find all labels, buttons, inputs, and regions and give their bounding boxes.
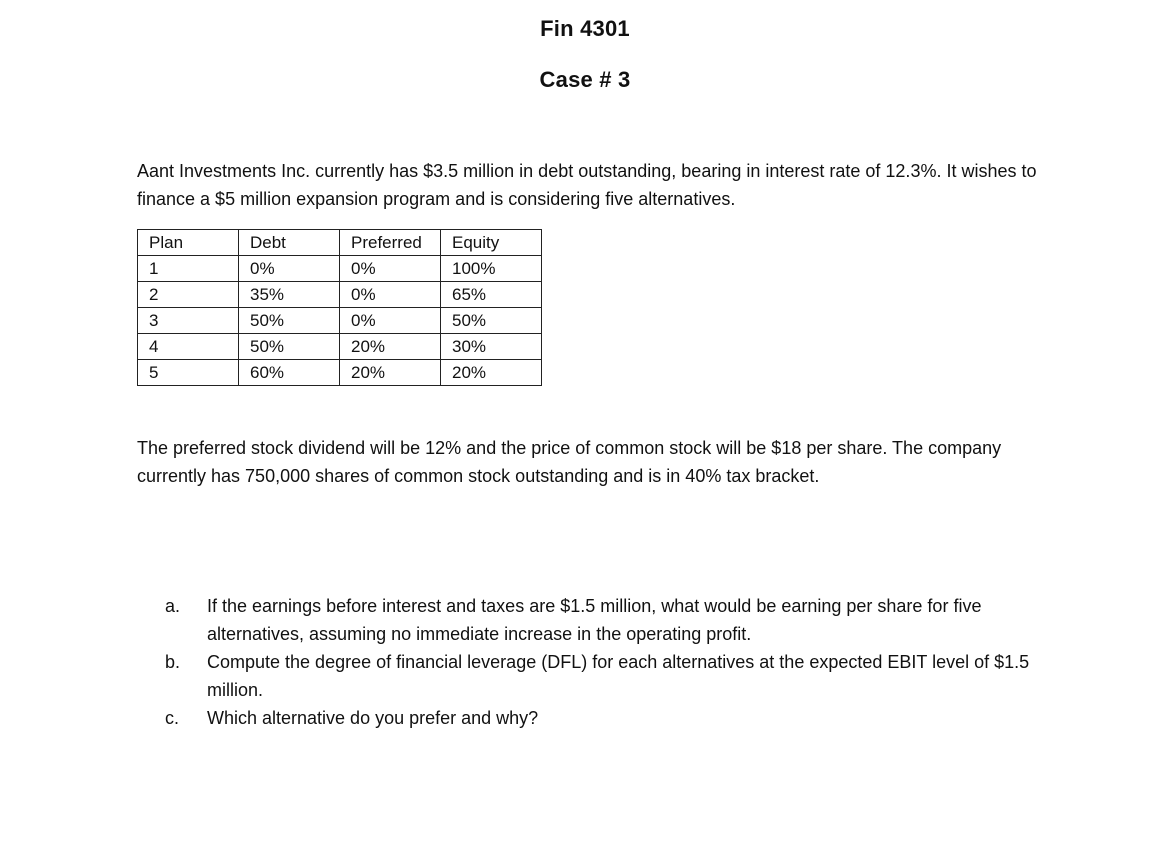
cell-plan: 4 [138, 334, 239, 360]
cell-debt: 35% [239, 282, 340, 308]
question-letter: a. [165, 596, 181, 616]
course-title: Fin 4301 [540, 16, 630, 41]
question-text: Which alternative do you prefer and why? [207, 708, 539, 728]
header-debt: Debt [239, 230, 340, 256]
cell-equity: 100% [441, 256, 542, 282]
question-c [165, 704, 1045, 732]
cell-debt: 50% [239, 308, 340, 334]
table-row [138, 308, 542, 334]
cell-preferred: 0% [340, 308, 441, 334]
table-row [138, 282, 542, 308]
cell-debt: 60% [239, 360, 340, 386]
cell-equity: 50% [441, 308, 542, 334]
cell-plan: 1 [138, 256, 239, 282]
cell-plan: 3 [138, 308, 239, 334]
header-equity: Equity [441, 230, 542, 256]
header-preferred: Preferred [340, 230, 441, 256]
cell-equity: 30% [441, 334, 542, 360]
intro-paragraph: Aant Investments Inc. currently has $3.5 million in debt outstanding, bearing in interest rate of 12.3%. It wishes to finance a $5 million expansion program and is considering five alternatives. [137, 161, 1037, 209]
case-title: Case # 3 [539, 67, 631, 92]
header-plan: Plan [138, 230, 239, 256]
table-header-row [138, 230, 542, 256]
question-a [165, 592, 1045, 648]
cell-equity: 20% [441, 360, 542, 386]
cell-debt: 50% [239, 334, 340, 360]
table-row [138, 360, 542, 386]
cell-debt: 0% [239, 256, 340, 282]
cell-preferred: 20% [340, 334, 441, 360]
table-row [138, 334, 542, 360]
question-letter: c. [165, 708, 180, 728]
cell-preferred: 20% [340, 360, 441, 386]
financing-plans-table [137, 229, 542, 386]
question-text: If the earnings before interest and taxes are $1.5 million, what would be earning per share for five alternatives, assuming no immediate increase in the operating profit. [207, 596, 982, 644]
question-b [165, 648, 1045, 704]
cell-preferred: 0% [340, 282, 441, 308]
question-text: Compute the degree of financial leverage (DFL) for each alternatives at the expected EBIT level of $1.5 million. [207, 652, 1030, 700]
question-letter: b. [165, 652, 181, 672]
assumptions-paragraph: The preferred stock dividend will be 12% and the price of common stock will be $18 per share. The company currently has 750,000 shares of common stock outstanding and is in 40% tax bracket. [137, 438, 1002, 486]
cell-preferred: 0% [340, 256, 441, 282]
cell-equity: 65% [441, 282, 542, 308]
cell-plan: 2 [138, 282, 239, 308]
cell-plan: 5 [138, 360, 239, 386]
table-row [138, 256, 542, 282]
